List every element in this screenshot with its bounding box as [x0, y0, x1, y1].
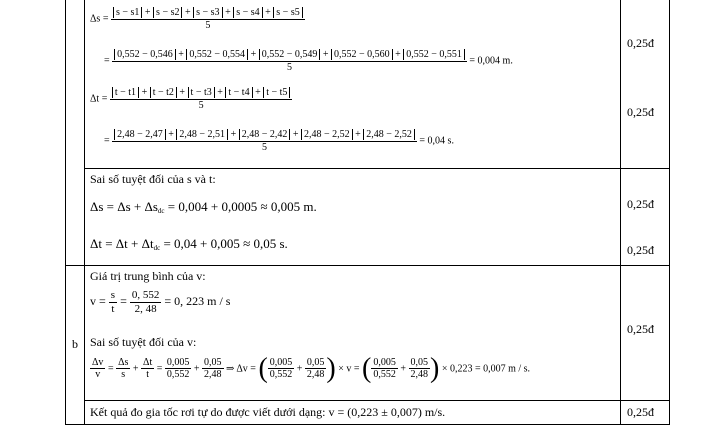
score-abs-s: 0,25đ [627, 197, 654, 211]
final-result: Kết quả đo gia tốc rơi tự do được viết dưới dạng: v = (0,223 ± 0,007) m/s. [90, 405, 446, 419]
mean-v-formula: v = $\frac{s}{t}$ = $\frac{0, 552}{2, 48}$ = 0, 223 m / s [90, 289, 231, 315]
abs-error-s: $\Delta s = \Delta s + \Delta s_{dc} = 0,004 + 0,0005 \approx 0,005$ m. [90, 199, 317, 215]
row-divider-3 [84, 400, 669, 401]
table-bottom-border [65, 424, 669, 425]
ds-fraction: s − s1 + s − s2 + s − s3 + s − s4 + s − s5 5 [111, 8, 305, 31]
dt-result: = 0,04 s. [419, 135, 454, 147]
dt-substitution: = 2,48 − 2,47 + 2,48 − 2,51 + 2,48 − 2,42 + 2,48 − 2,52 + 2,48 − 2,52 5 = 0,04 s. [104, 129, 454, 153]
abs-v-result: × 0,223 = 0,007 m / s. [441, 363, 531, 375]
ds-result: = 0,004 m. [469, 55, 513, 67]
ds-substitution: = 0,552 − 0,546 + 0,552 − 0,554 + 0,552 − 0,549 + 0,552 − 0,560 + 0,552 − 0,551 5 = 0,004 m. [104, 49, 513, 73]
dt-lhs: Δt = [90, 93, 108, 105]
abs-v-formula: $\frac{\Delta v}{v}$ = $\frac{\Delta s}{s}$ + $\frac{\Delta t}{t}$ = $\frac{0,005}{0,552}$ + $\frac{0,05}{2,48}$ ⇒ Δv = ( $\frac{0,005}{0,552}$ + $\frac{0,05}{2,48}$ ) × v = ( $\frac{0,005}{0,552}$ + $\frac{0,05}{2,48}$ ) × 0,223 = 0,007 m / s. [92, 353, 531, 384]
score-abs-t: 0,25đ [627, 243, 654, 257]
abs-error-t: $\Delta t = \Delta t + \Delta t_{dc} = 0,04 + 0,005 \approx 0,05$ s. [90, 236, 288, 252]
score-result: 0,25đ [627, 405, 654, 419]
abs-v-heading: Sai số tuyệt đối của v: [90, 335, 197, 349]
score-dt: 0,25đ [627, 105, 654, 119]
mean-v-result: = 0, 223 m / s [164, 294, 231, 309]
mean-v-heading: Giá trị trung bình của v: [90, 269, 206, 283]
row-divider-2 [65, 265, 669, 266]
part-label: b [72, 337, 78, 351]
score-column-divider [620, 0, 621, 425]
score-ds: 0,25đ [627, 36, 654, 50]
table-left-border [65, 0, 66, 425]
ds-mean-formula [90, 8, 305, 31]
dt-mean-formula: Δt = t − t1 + t − t2 + t − t3 + t − t4 + t − t5 5 [90, 88, 292, 111]
table-right-border [669, 0, 670, 425]
part-column-divider [84, 0, 85, 425]
abs-error-heading: Sai số tuyệt đối của s và t: [90, 172, 216, 186]
row-divider-1 [84, 168, 669, 169]
ds-lhs: Δs = [90, 13, 109, 25]
score-v: 0,25đ [627, 322, 654, 336]
